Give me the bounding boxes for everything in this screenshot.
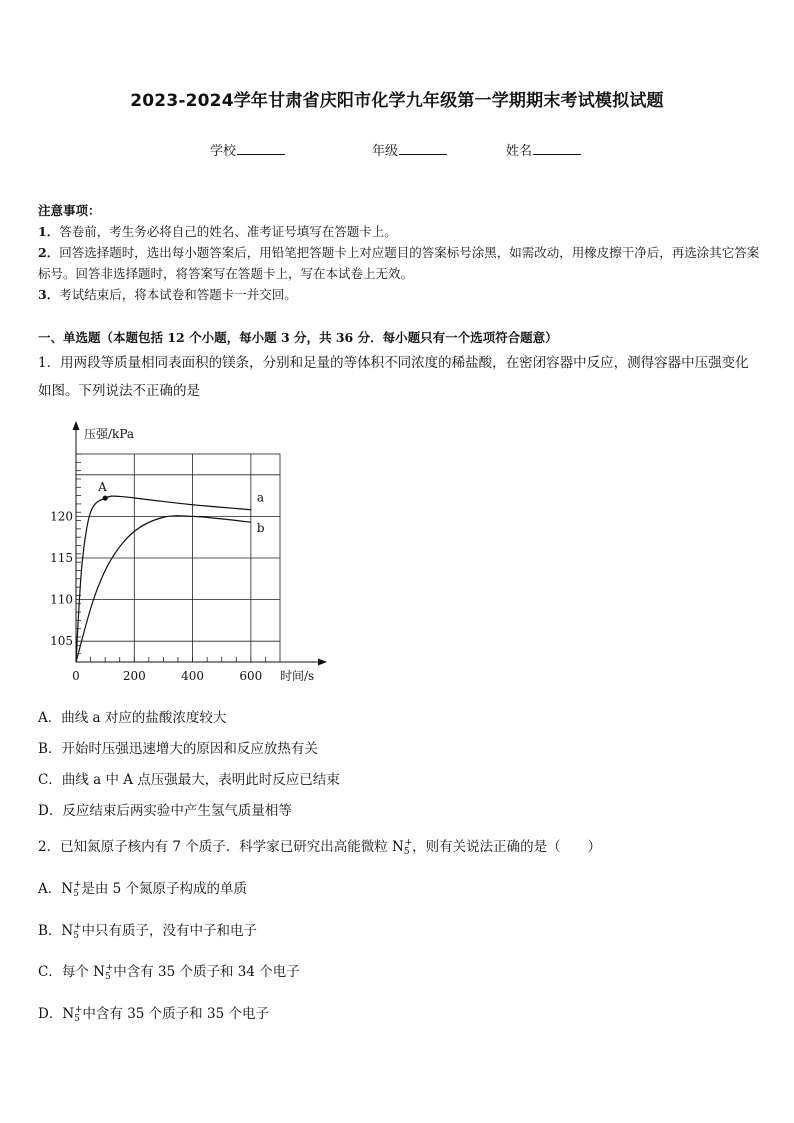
notice-item: 2．回答选择题时，选出每小题答案后，用铅笔把答题卡上对应题目的答案标号涂黑，如需改动，用橡皮擦干净后，再选涂其它答案标号。回答非选择题时，将答案写在答题卡上，写在本试卷上无效。 [38, 245, 760, 281]
notice-item: 3．考试结束后，将本试卷和答题卡一并交回。 [38, 287, 297, 302]
x-axis-arrow [318, 659, 327, 666]
series-line-a [76, 496, 251, 662]
page-title: 2023-2024学年甘肃省庆阳市化学九年级第一学期期末考试模拟试题 [130, 91, 664, 111]
x-tick-label: 0 [72, 669, 80, 683]
y-axis-label: 压强/kPa [84, 427, 135, 441]
q2-option-a[interactable]: A．$N_5^+$是由 5 个氮原子构成的单质 [38, 880, 248, 899]
name-field[interactable] [506, 140, 581, 159]
section-heading: 一、单选题（本题包括 12 个小题，每小题 3 分，共 36 分．每小题只有一个选项符合题意） [38, 330, 558, 345]
y-axis-arrow [73, 421, 80, 430]
q1-option-a[interactable]: A．曲线 a 对应的盐酸浓度较大 [38, 710, 227, 726]
q1-option-b[interactable]: B．开始时压强迅速增大的原因和反应放热有关 [38, 741, 318, 757]
series-line-b [76, 516, 251, 662]
question-2-stem: 2．已知氮原子核内有 7 个质子．科学家已研究出高能微粒 $N_5^+$，则有关说法正确的是（ ） [38, 838, 602, 857]
school-blank[interactable] [237, 141, 285, 155]
school-label: 学校 [210, 144, 237, 159]
grade-label: 年级 [372, 144, 399, 159]
series-label-b: b [256, 521, 265, 536]
y-tick-label: 110 [50, 592, 73, 607]
y-tick-label: 105 [50, 634, 73, 649]
point-a-marker [103, 495, 108, 500]
question-1-stem: 1．用两段等质量相同表面积的镁条，分别和足量的等体积不同浓度的稀盐酸，在密闭容器中反应，测得容器中压强变化如图。下列说法不正确的是 [38, 355, 749, 399]
notice-item: 1．答卷前，考生务必将自己的姓名、准考证号填写在答题卡上。 [38, 224, 397, 239]
y-tick-label: 115 [50, 551, 73, 565]
notice-block [38, 200, 760, 305]
school-field[interactable] [210, 140, 285, 159]
pressure-time-chart [40, 418, 340, 690]
point-a-label: A [98, 480, 107, 495]
notice-heading: 注意事项： [38, 203, 101, 218]
q2-option-c[interactable]: C．每个 $N_5^+$中含有 35 个质子和 34 个电子 [38, 963, 300, 982]
x-axis-label: 时间/s [280, 669, 315, 683]
q2-option-d[interactable]: D．$N_5^+$中含有 35 个质子和 35 个电子 [38, 1005, 269, 1024]
y-tick-label: 120 [50, 509, 73, 524]
x-tick-label: 600 [239, 669, 263, 683]
x-tick-label: 400 [181, 669, 205, 683]
name-label: 姓名 [506, 144, 533, 159]
grade-blank[interactable] [399, 141, 447, 155]
name-blank[interactable] [533, 141, 581, 155]
q1-option-c[interactable]: C．曲线 a 中 A 点压强最大，表明此时反应已结束 [38, 772, 340, 788]
grade-field[interactable] [372, 140, 447, 159]
q1-option-d[interactable]: D．反应结束后两实验中产生氢气质量相等 [38, 803, 292, 819]
q2-option-b[interactable]: B．$N_5^+$中只有质子，没有中子和电子 [38, 922, 258, 941]
x-tick-label: 200 [122, 669, 146, 683]
series-label-a: a [256, 490, 265, 505]
